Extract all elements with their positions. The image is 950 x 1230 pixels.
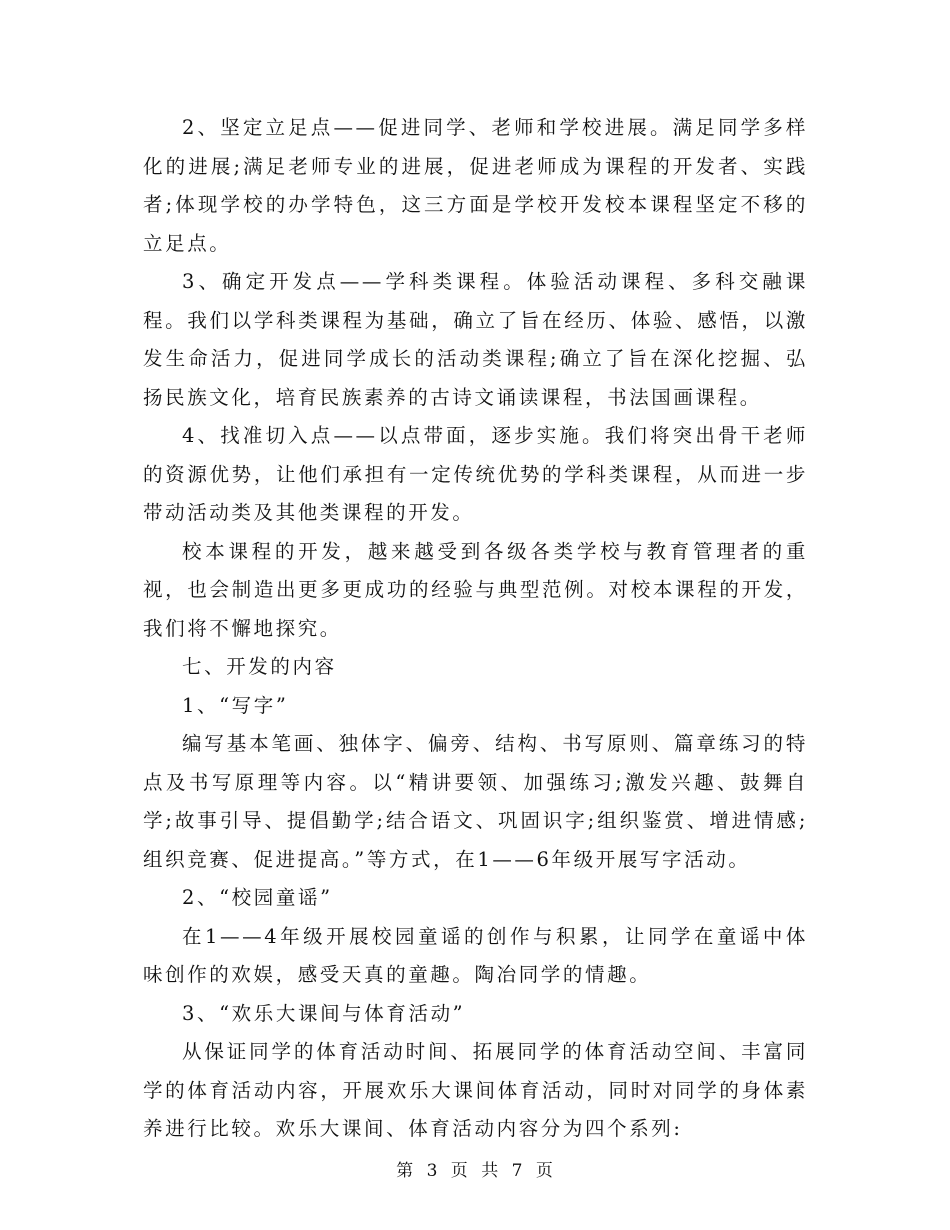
subheading-campus-rhymes: 2、“校园童谣” xyxy=(182,886,333,909)
paragraph-writing: 编写基本笔画、独体字、偏旁、结构、书写原则、篇章练习的特点及书写原理等内容。以“精讲要领、加强练习;激发兴趣、鼓舞自学;故事引导、提倡勤学;结合语文、巩固识字;组织鉴赏、增进情感;组织竞赛、促进提高。”等方式，在1——6年级开展写字活动。 xyxy=(143,732,808,871)
paragraph-standpoint: 2、坚定立足点——促进同学、老师和学校进展。满足同学多样化的进展;满足老师专业的进展，促进老师成为课程的开发者、实践者;体现学校的办学特色，这三方面是学校开发校本课程坚定不移的立足点。 xyxy=(143,116,808,255)
document-body xyxy=(143,109,808,1149)
paragraph-entry-point: 4、找准切入点——以点带面，逐步实施。我们将突出骨干老师的资源优势，让他们承担有一定传统优势的学科类课程，从而进一步带动活动类及其他类课程的开发。 xyxy=(143,424,808,524)
subheading-writing: 1、“写字” xyxy=(182,693,289,717)
section-heading-content: 七、开发的内容 xyxy=(182,655,337,678)
paragraph-campus-rhymes: 在1——4年级开展校园童谣的创作与积累，让同学在童谣中体味创作的欢娱，感受天真的童趣。陶冶同学的情趣。 xyxy=(143,924,808,986)
paragraph-summary: 校本课程的开发，越来越受到各级各类学校与教育管理者的重视，也会制造出更多更成功的经验与典型范例。对校本课程的开发，我们将不懈地探究。 xyxy=(143,539,808,640)
subheading-recess-sports: 3、“欢乐大课间与体育活动” xyxy=(182,1001,466,1025)
page-number-footer: 第 3 页 共 7 页 xyxy=(396,1161,554,1181)
paragraph-recess-sports: 从保证同学的体育活动时间、拓展同学的体育活动空间、丰富同学的体育活动内容，开展欢乐大课间体育活动，同时对同学的身体素养进行比较。欢乐大课间、体育活动内容分为四个系列: xyxy=(143,1040,808,1140)
paragraph-development-point: 3、确定开发点——学科类课程。体验活动课程、多科交融课程。我们以学科类课程为基础，确立了旨在经历、体验、感悟，以激发生命活力，促进同学成长的活动类课程;确立了旨在深化挖掘、弘扬民族文化，培育民族素养的古诗文诵读课程，书法国画课程。 xyxy=(143,270,808,409)
